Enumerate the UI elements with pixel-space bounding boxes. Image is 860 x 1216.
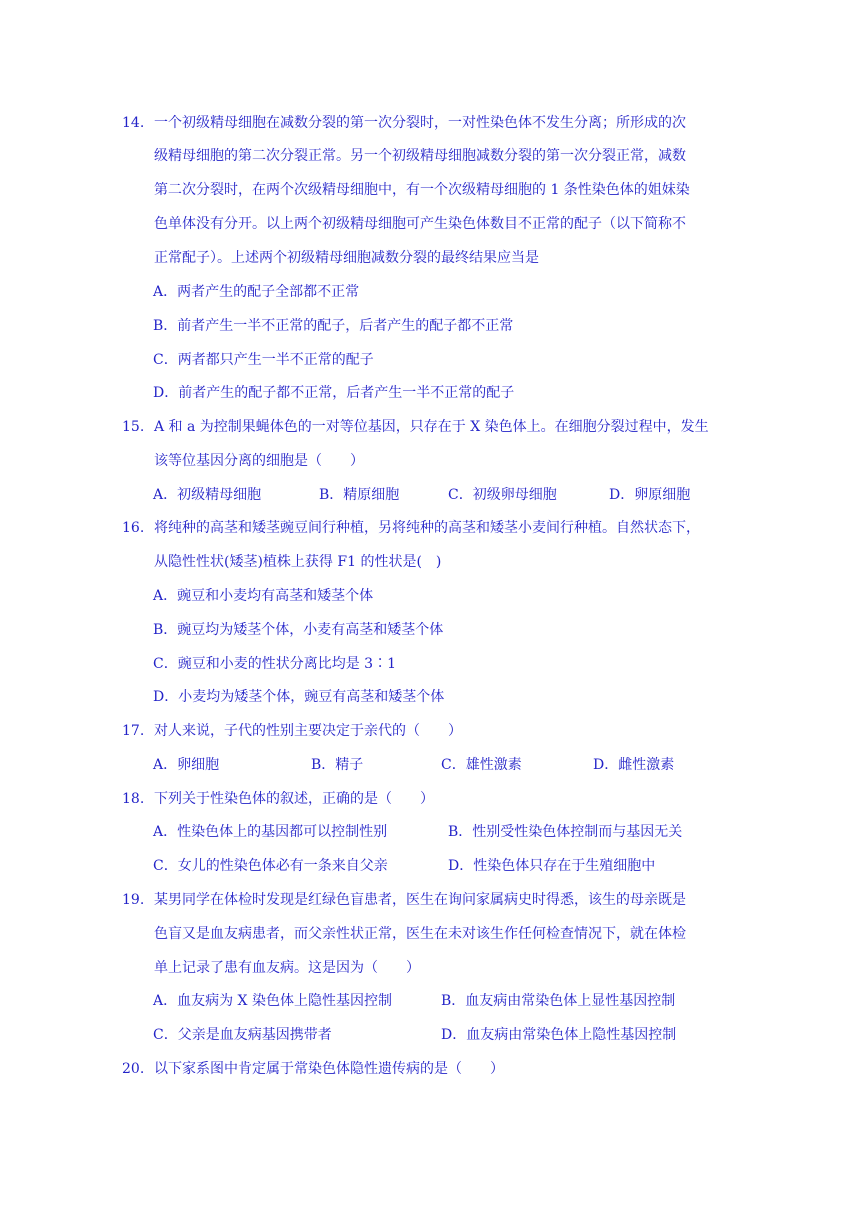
- question-text-line: 一个初级精母细胞在减数分裂的第一次分裂时，一对性染色体不发生分离；所形成的次: [154, 115, 686, 131]
- question-number: 19.: [122, 892, 145, 908]
- question-text-line: 单上记录了患有血友病。这是因为（ ）: [154, 960, 420, 976]
- question-text-line: A 和 a 为控制果蝇体色的一对等位基因，只存在于 X 染色体上。在细胞分裂过程中，发生: [154, 419, 709, 435]
- option-a: A．两者产生的配子全部都不正常: [153, 284, 360, 300]
- question-number: 20.: [122, 1061, 145, 1077]
- option-c: C．豌豆和小麦的性状分离比均是 3∶1: [153, 656, 396, 672]
- option-d: D．前者产生的配子都不正常，后者产生一半不正常的配子: [153, 385, 515, 401]
- question-number: 14.: [122, 115, 145, 131]
- question-text-line: 色单体没有分开。以上两个初级精母细胞可产生染色体数目不正常的配子（以下简称不: [154, 216, 686, 232]
- option-d: D．小麦均为矮茎个体，豌豆有高茎和矮茎个体: [153, 689, 445, 705]
- option-a: A．初级精母细胞: [153, 487, 262, 503]
- question-text-line: 某男同学在体检时发现是红绿色盲患者，医生在询问家属病史时得悉，该生的母亲既是: [154, 892, 686, 908]
- question-text-line: 将纯种的高茎和矮茎豌豆间行种植，另将纯种的高茎和矮茎小麦间行种植。自然状态下，: [154, 520, 700, 536]
- question-number: 16.: [122, 520, 145, 536]
- option-a: A．卵细胞: [153, 757, 220, 773]
- option-b: B．血友病由常染色体上显性基因控制: [441, 993, 676, 1009]
- option-a: A．豌豆和小麦均有高茎和矮茎个体: [153, 588, 374, 604]
- question-text-line: 下列关于性染色体的叙述，正确的是（ ）: [154, 791, 434, 807]
- question-number: 17.: [122, 723, 145, 739]
- question-text-line: 色盲又是血友病患者，而父亲性状正常，医生在未对该生作任何检查情况下，就在体检: [154, 926, 686, 942]
- option-c: C．父亲是血友病基因携带者: [153, 1027, 332, 1043]
- option-b: B．性别受性染色体控制而与基因无关: [448, 824, 683, 840]
- question-text-line: 正常配子）。上述两个初级精母细胞减数分裂的最终结果应当是: [154, 250, 539, 266]
- question-number: 15.: [122, 419, 145, 435]
- question-text-line: 第二次分裂时，在两个次级精母细胞中，有一个次级精母细胞的 1 条性染色体的姐妹染: [154, 182, 690, 198]
- option-a: A．血友病为 X 染色体上隐性基因控制: [153, 993, 392, 1009]
- option-b: B．精原细胞: [319, 487, 400, 503]
- option-d: D．性染色体只存在于生殖细胞中: [448, 858, 656, 874]
- option-c: C．雄性激素: [441, 757, 522, 773]
- option-d: D．卵原细胞: [609, 487, 691, 503]
- question-text-line: 级精母细胞的第二次分裂正常。另一个初级精母细胞减数分裂的第一次分裂正常，减数: [154, 148, 686, 164]
- question-text-line: 对人来说，子代的性别主要决定于亲代的（ ）: [154, 723, 462, 739]
- question-text-line: 该等位基因分离的细胞是（ ）: [154, 453, 364, 469]
- option-d: D．血友病由常染色体上隐性基因控制: [441, 1027, 677, 1043]
- option-c: C．两者都只产生一半不正常的配子: [153, 352, 374, 368]
- option-d: D．雌性激素: [593, 757, 675, 773]
- option-c: C．女儿的性染色体必有一条来自父亲: [153, 858, 388, 874]
- question-text-line: 从隐性性状(矮茎)植株上获得 F1 的性状是( ): [154, 554, 442, 570]
- option-b: B．前者产生一半不正常的配子，后者产生的配子都不正常: [153, 318, 514, 334]
- question-text-line: 以下家系图中肯定属于常染色体隐性遗传病的是（ ）: [154, 1061, 504, 1077]
- option-a: A．性染色体上的基因都可以控制性别: [153, 824, 388, 840]
- option-c: C．初级卵母细胞: [448, 487, 557, 503]
- question-number: 18.: [122, 791, 145, 807]
- option-b: B．豌豆均为矮茎个体，小麦有高茎和矮茎个体: [153, 622, 444, 638]
- option-b: B．精子: [311, 757, 364, 773]
